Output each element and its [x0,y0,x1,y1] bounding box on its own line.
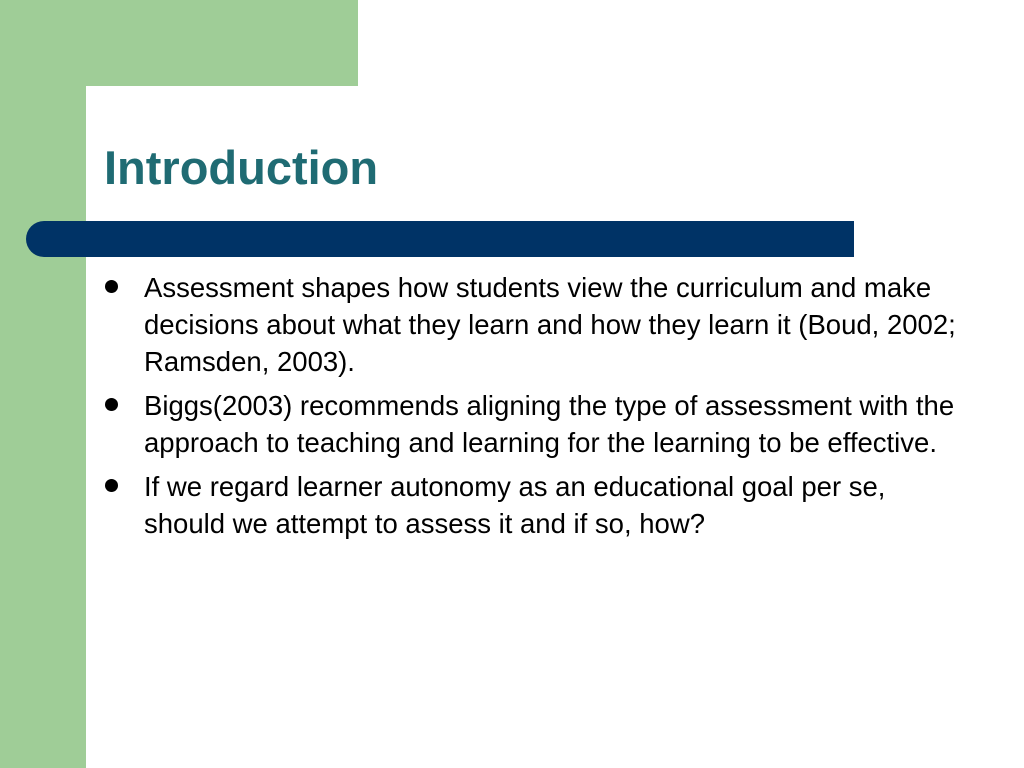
bullet-dot-icon [105,280,118,293]
bullet-item [105,269,965,380]
bullet-list [105,269,965,549]
bullet-text: Assessment shapes how students view the curriculum and make decisions about what they learn and how they learn it (Boud, 2002; Ramsden, 2003). [144,272,956,377]
bullet-item [105,468,965,542]
bullet-dot-icon [105,398,118,411]
bullet-dot-icon [105,479,118,492]
bullet-item [105,387,965,461]
title-underline-bar [26,221,854,257]
green-top-band [0,0,358,86]
bullet-text: Biggs(2003) recommends aligning the type of assessment with the approach to teaching and learning for the learning to be effective. [144,390,955,458]
green-left-band [0,0,86,768]
slide-title: Introduction [104,141,379,194]
bullet-text: If we regard learner autonomy as an educational goal per se, should we attempt to assess it and if so, how? [144,471,886,539]
